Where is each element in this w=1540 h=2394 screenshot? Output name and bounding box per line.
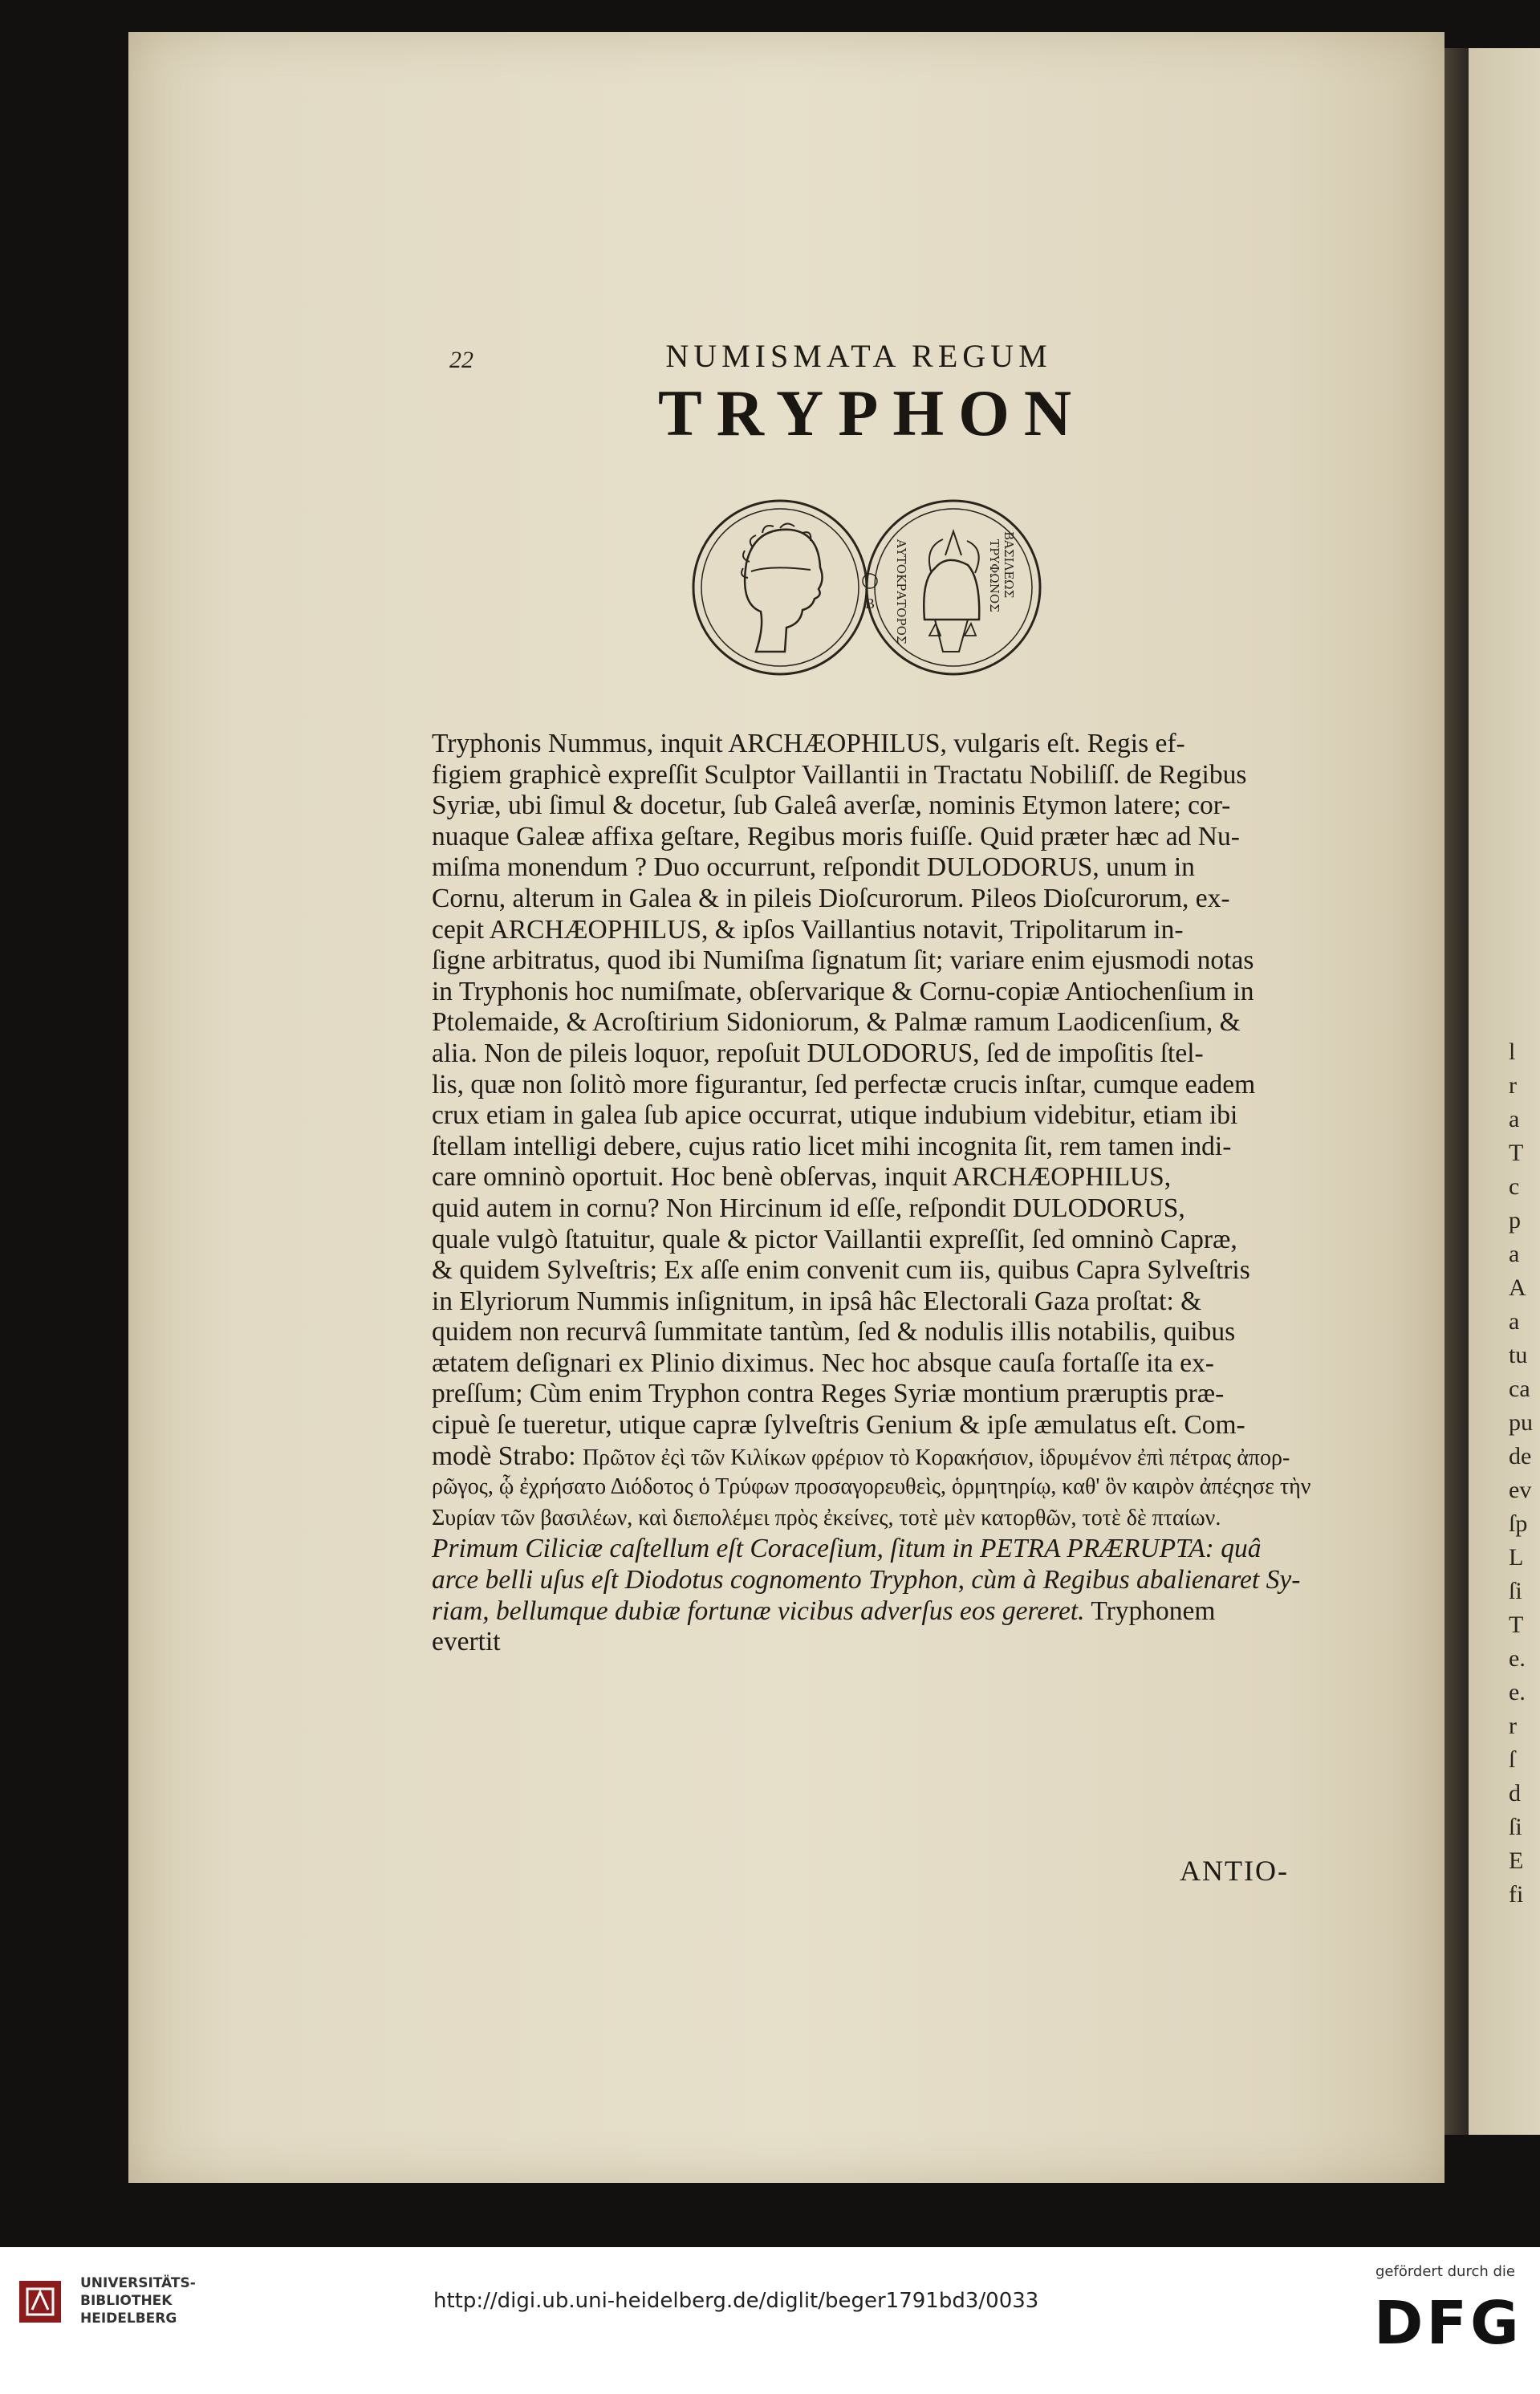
body-line: alia. Non de pileis loquor, repoſuit DULODORUS, ſed de impoſitis ſtel-	[432, 1038, 1204, 1068]
body-line: nuaque Galeæ affixa geſtare, Regibus moris fuiſſe. Quid præter hæc ad Nu-	[432, 821, 1240, 852]
body-line: quale vulgò ſtatuitur, quale & pictor Vaillantii expreſſit, ſed omninò Capræ,	[432, 1224, 1237, 1254]
facing-page-fragment: ſ	[1509, 1746, 1516, 1773]
body-line: ætatem deſignari ex Plinio diximus. Nec hoc absque cauſa fortaſſe ita ex-	[432, 1347, 1214, 1378]
body-line: cipuè ſe tueretur, utique capræ ſylveſtris Genium & ipſe æmulatus eſt. Com-	[432, 1410, 1245, 1441]
facing-page-fragment: r	[1509, 1072, 1517, 1099]
facing-page-fragment: ſi	[1509, 1578, 1522, 1604]
body-line: ſigne arbitratus, quod ibi Numiſma ſignatum ſit; variare enim ejusmodi notas	[432, 945, 1254, 976]
facing-page-fragment: a	[1509, 1308, 1520, 1335]
body-line: lis, quæ non ſolitò more figurantur, ſed perfectæ crucis inſtar, cumque eadem	[432, 1069, 1256, 1099]
facing-page-fragment: T	[1509, 1612, 1524, 1638]
page-gutter-shadow	[1445, 48, 1469, 2135]
coin-legend-line-1: ΒΑΣΙΛΕΩΣ	[1002, 531, 1016, 599]
body-line: Syriæ, ubi ſimul & docetur, ſub Galeâ averſæ, nominis Etymon latere; cor-	[432, 791, 1231, 821]
body-line: cepit ARCHÆOPHILUS, & ipſos Vaillantius notavit, Tripolitarum in-	[432, 914, 1184, 945]
facing-page-text	[1509, 1035, 1540, 1912]
coin-obverse	[693, 501, 867, 674]
body-line: Ptolemaide, & Acroſtirium Sidoniorum, & Palmæ ramum Laodicenſium, &	[432, 1007, 1241, 1038]
facing-page-fragment: fi	[1509, 1881, 1524, 1908]
closing-line: evertit	[432, 1627, 501, 1657]
facing-page-fragment: T	[1509, 1140, 1524, 1166]
facing-page-fragment: c	[1509, 1173, 1520, 1200]
body-line: Tryphonis Nummus, inquit ARCHÆOPHILUS, vulgaris eſt. Regis ef-	[432, 729, 1185, 758]
chapter-title: TRYPHON	[658, 376, 1087, 449]
institution-name	[80, 2274, 196, 2327]
institution-line: HEIDELBERG	[80, 2311, 177, 2327]
footer-bar	[0, 2247, 1540, 2394]
coin-reverse	[867, 501, 1040, 674]
university-seal-icon	[16, 2278, 64, 2326]
facing-page-fragment: E	[1509, 1847, 1524, 1874]
latin-translation-line	[432, 1596, 1331, 1628]
facing-page-fragment: e.	[1509, 1645, 1526, 1672]
facing-page-fragment: ſp	[1509, 1510, 1528, 1537]
facing-page-fragment: p	[1509, 1207, 1521, 1234]
greek-line: ρῶγος, ᾧ ἐχρήσατο Διόδοτος ὁ Τρύφων προσαγορευθεὶς, ὁρμητηρίῳ, καθ' ὃν καιρὸν ἀπέςησε τὴν	[432, 1474, 1311, 1500]
body-line: quid autem in cornu? Non Hircinum id eſſe, reſpondit DULODORUS,	[432, 1193, 1185, 1223]
greek-line: Συρίαν τῶν βασιλέων, καὶ διεπολέμει πρὸς ἐκείνες, τοτὲ μὲν κατορθῶν, τοτὲ δὲ πταίων.	[432, 1505, 1221, 1530]
facing-page-fragment: e.	[1509, 1679, 1526, 1705]
latin-translation-end: riam, bellumque dubiæ fortunæ vicibus adverſus eos gereret.	[432, 1595, 1085, 1626]
running-header: NUMISMATA REGUM	[665, 338, 1052, 374]
institution-line: UNIVERSITÄTS-	[80, 2275, 196, 2291]
coin-legend-line-2: ΤΡΥΦΩΝΟΣ	[987, 539, 1002, 612]
strabo-intro: modè Strabo:	[432, 1441, 576, 1471]
facing-page-fragment: ſi	[1509, 1814, 1522, 1840]
coin-legend-line-3: ΑΥΤΟΚΡΑΤΟΡΟΣ	[894, 539, 908, 644]
body-line: ſtellam intelligi debere, cujus ratio licet mihi incognita ſit, rem tamen indi-	[432, 1131, 1232, 1161]
body-line: care omninò oportuit. Hoc benè obſervas, inquit ARCHÆOPHILUS,	[432, 1162, 1172, 1193]
body-line: figiem graphicè expreſſit Sculptor Vaillantii in Tractatu Nobiliſſ. de Regibus	[432, 759, 1247, 790]
closing-word: Tryphonem	[1091, 1595, 1216, 1626]
facing-page-fragment: ev	[1509, 1477, 1532, 1503]
body-line: crux etiam in galea ſub apice occurrat, utique indubium videbitur, etiam ibi	[432, 1100, 1238, 1131]
catchword: ANTIO-	[1180, 1855, 1289, 1887]
body-paragraph	[432, 729, 1331, 1441]
body-line: preſſum; Cùm enim Tryphon contra Reges Syriæ montium præruptis præ-	[432, 1379, 1225, 1409]
body-line: Cornu, alterum in Galea & in pileis Dioſcurorum. Pileos Dioſcurorum, ex-	[432, 883, 1230, 913]
latin-translation-line: Primum Ciliciæ caſtellum eſt Coraceſium, ſitum in PETRA PRÆRUPTA: quâ	[432, 1534, 1262, 1564]
body-line: in Tryphonis hoc numiſmate, obſervarique & Cornu-copiæ Antiochenſium in	[432, 976, 1254, 1006]
facing-page-fragment: L	[1509, 1544, 1524, 1571]
coin-illustration	[690, 491, 1043, 684]
latin-translation-line: arce belli uſus eſt Diodotus cognomento Tryphon, cùm à Regibus abalienaret Sy-	[432, 1565, 1301, 1595]
body-line: & quidem Sylveſtris; Ex aſſe enim convenit cum iis, quibus Capra Sylveſtris	[432, 1255, 1250, 1286]
body-line: quidem non recurvâ ſummitate tantùm, ſed & nodulis illis notabilis, quibus	[432, 1317, 1236, 1347]
facing-page-fragment: tu	[1509, 1342, 1528, 1368]
facing-page-fragment: de	[1509, 1443, 1532, 1469]
facing-page-fragment: r	[1509, 1713, 1517, 1739]
facing-page-fragment: a	[1509, 1106, 1520, 1132]
institution-line: BIBLIOTHEK	[80, 2293, 173, 2309]
dfg-logo: DFG	[1374, 2289, 1522, 2358]
facing-page-fragment: ca	[1509, 1376, 1530, 1402]
facing-page-fragment: a	[1509, 1241, 1520, 1267]
facing-page-fragment: A	[1509, 1274, 1526, 1301]
body-line: in Elyriorum Nummis inſignitum, in ipsâ hâc Electorali Gaza proſtat: &	[432, 1286, 1202, 1316]
permalink[interactable]: http://digi.ub.uni-heidelberg.de/diglit/beger1791bd3/0033	[433, 2289, 1039, 2313]
greek-line: Πρῶτον ἐςὶ τῶν Κιλίκων φρέριον τὸ Κορακήσιον, ἱδρυμένον ἐπὶ πέτρας ἀπορ-	[582, 1445, 1290, 1470]
body-text	[432, 729, 1331, 1658]
funded-by-label: gefördert durch die	[1375, 2263, 1515, 2280]
strabo-line	[432, 1441, 1331, 1473]
coin-mark-label: Β	[865, 595, 876, 612]
facing-page-fragment: d	[1509, 1780, 1521, 1807]
page-number: 22	[449, 347, 473, 373]
facing-page-fragment: pu	[1509, 1409, 1533, 1436]
facing-page-fragment: l	[1509, 1038, 1516, 1065]
body-line: miſma monendum ? Duo occurrunt, reſpondit DULODORUS, unum in	[432, 852, 1195, 883]
